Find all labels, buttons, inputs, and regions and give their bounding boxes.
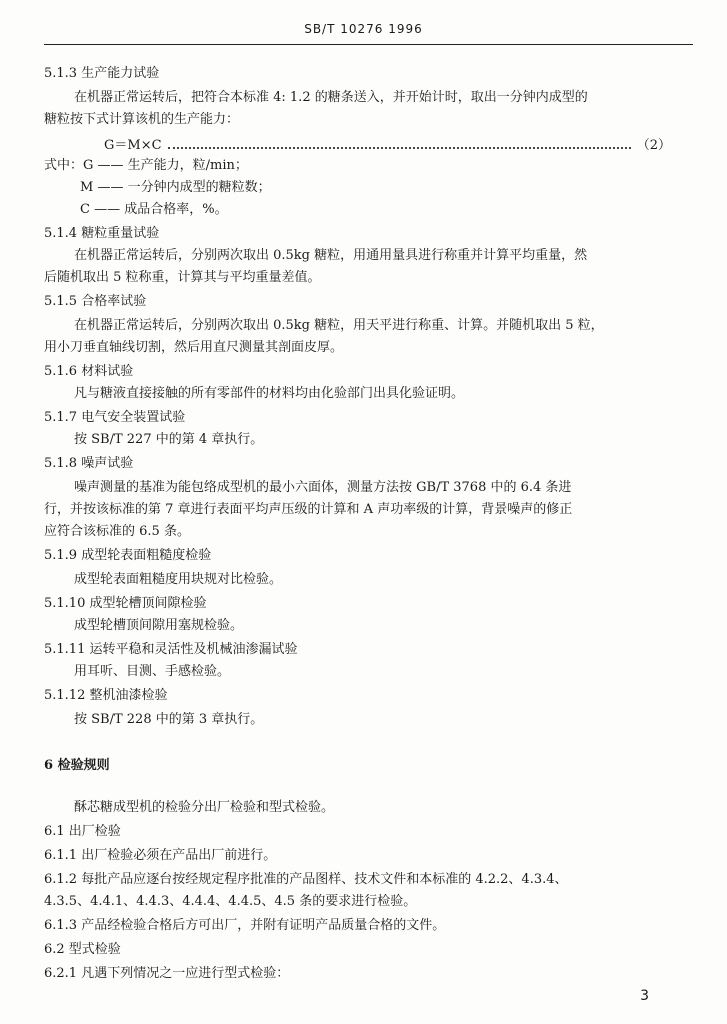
formula-tag: （2） (636, 138, 671, 153)
paragraph-line: 在机器正常运转后，把符合本标准 4: 1.2 的糖条送入，并开始计时，取出一分钟内成型的 (74, 90, 588, 105)
formula-legend: C —— 成品合格率，%。 (80, 202, 228, 217)
clause-6-2-1: 6.2.1 凡遇下列情况之一应进行型式检验： (44, 966, 290, 981)
paragraph-line: 成型轮表面粗糙度用块规对比检验。 (74, 572, 283, 587)
paragraph-line: 酥芯糖成型机的检验分出厂检验和型式检验。 (74, 800, 335, 815)
paragraph-line: 按 SB/T 227 中的第 4 章执行。 (74, 432, 264, 447)
formula-legend: 式中：G —— 生产能力，粒/min； (44, 158, 248, 173)
clause-6-1-3: 6.1.3 产品经检验合格后方可出厂，并附有证明产品质量合格的文件。 (44, 918, 446, 933)
heading-5-1-12: 5.1.12 整机油漆检验 (44, 688, 168, 703)
paragraph-line: 凡与糖液直接接触的所有零部件的材料均由化验部门出具化验证明。 (74, 386, 465, 401)
formula-legend: M —— 一分钟内成型的糖粒数； (80, 180, 271, 195)
clause-6-1-2: 6.1.2 每批产品应逐台按经规定程序批准的产品图样、技术文件和本标准的 4.2.2、4.3.4、 (44, 872, 568, 887)
paragraph-line: 成型轮槽顶间隙用塞规检验。 (74, 618, 244, 633)
paragraph-line: 在机器正常运转后，分别两次取出 0.5kg 糖粒，用天平进行称重、计算。并随机取出 5 粒， (74, 318, 604, 333)
heading-5-1-9: 5.1.9 成型轮表面粗糙度检验 (44, 548, 212, 563)
paragraph-line: 糖粒按下式计算该机的生产能力： (44, 112, 240, 127)
header-rule (44, 44, 693, 45)
paragraph-line: 用耳听、目测、手感检验。 (74, 664, 231, 679)
page-header: SB/T 10276 1996 (304, 22, 423, 36)
heading-5-1-3: 5.1.3 生产能力试验 (44, 66, 160, 81)
heading-5-1-6: 5.1.6 材料试验 (44, 364, 134, 379)
page-number: 3 (640, 988, 649, 1004)
paragraph-line: 后随机取出 5 粒称重，计算其与平均重量差值。 (44, 270, 321, 285)
heading-5-1-11: 5.1.11 运转平稳和灵活性及机械油渗漏试验 (44, 642, 298, 657)
heading-5-1-4: 5.1.4 糖粒重量试验 (44, 226, 160, 241)
paragraph-line: 行，并按该标准的第 7 章进行表面平均声压级的计算和 A 声功率级的计算，背景噪声的修正 (44, 502, 573, 517)
heading-6-1: 6.1 出厂检验 (44, 824, 121, 839)
paragraph-line: 4.3.5、4.4.1、4.4.3、4.4.4、4.4.5、4.5 条的要求进行检验。 (44, 894, 417, 909)
heading-5-1-5: 5.1.5 合格率试验 (44, 294, 147, 309)
formula-2 (104, 134, 671, 153)
paragraph-line: 应符合该标准的 6.5 条。 (44, 524, 190, 539)
heading-6-2: 6.2 型式检验 (44, 942, 121, 957)
paragraph-line: 在机器正常运转后，分别两次取出 0.5kg 糖粒，用通用量具进行称重并计算平均重量，然 (74, 248, 588, 263)
heading-5-1-8: 5.1.8 噪声试验 (44, 456, 134, 471)
leader-dots (168, 139, 631, 149)
section-6-heading: 6 检验规则 (44, 758, 110, 773)
heading-5-1-10: 5.1.10 成型轮槽顶间隙检验 (44, 596, 207, 611)
paragraph-line: 按 SB/T 228 中的第 3 章执行。 (74, 712, 264, 727)
formula-expression: G＝M×C (104, 138, 162, 153)
paragraph-line: 噪声测量的基准为能包络成型机的最小六面体，测量方法按 GB/T 3768 中的 6.4 条进 (74, 480, 572, 495)
clause-6-1-1: 6.1.1 出厂检验必须在产品出厂前进行。 (44, 848, 277, 863)
heading-5-1-7: 5.1.7 电气安全装置试验 (44, 410, 186, 425)
paragraph-line: 用小刀垂直轴线切割，然后用直尺测量其剖面皮厚。 (44, 340, 344, 355)
